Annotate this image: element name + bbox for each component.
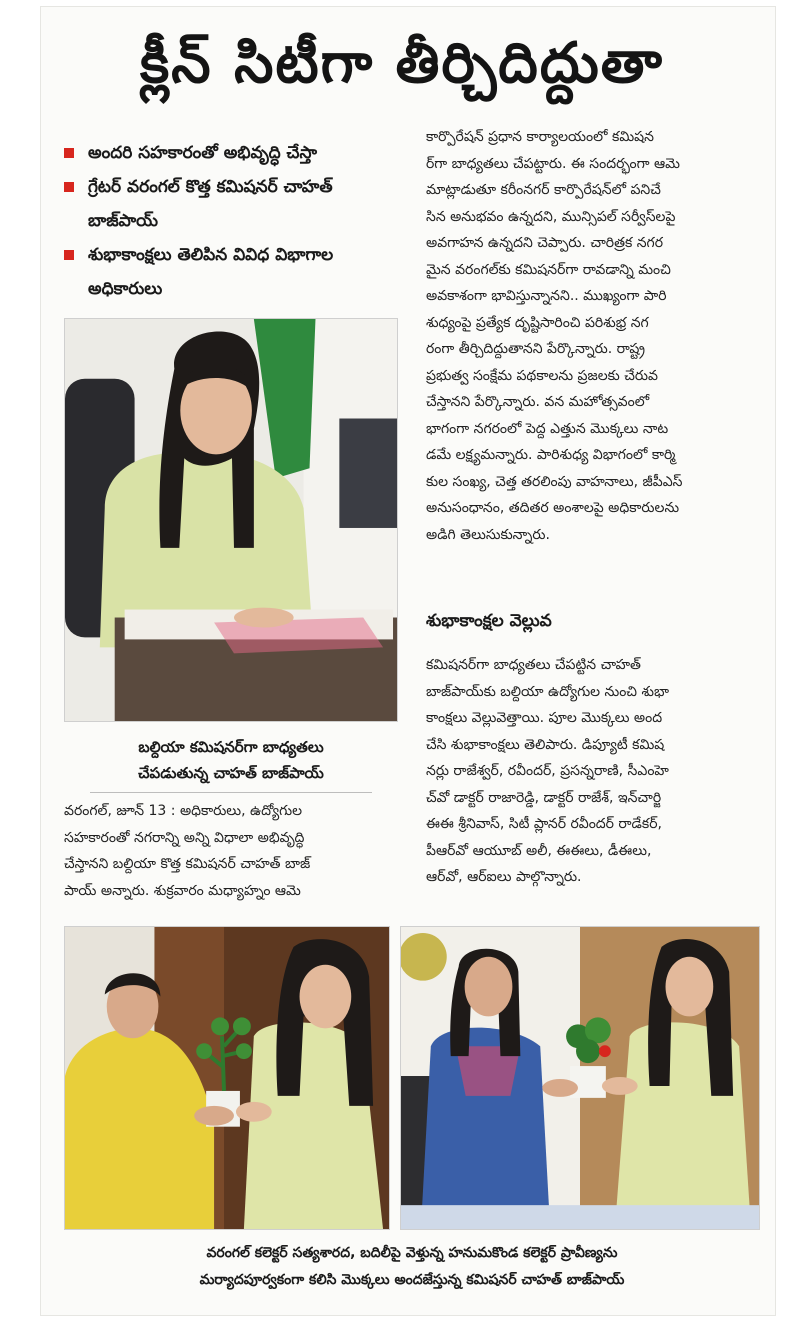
bullet-square-icon (64, 250, 74, 260)
highlight-item: గ్రేటర్ వరంగల్ కొత్త కమిషనర్ చాహత్ బాజ్‌పాయ్ (62, 170, 402, 238)
section-subheading: శుభాకాంక్షల వెల్లువ (426, 611, 552, 631)
article-body-right: కార్పొరేషన్ ప్రధాన కార్యాలయంలో కమిషన ర్‌గా బాధ్యతలు చేపట్టారు. ఈ సందర్భంగా ఆమె మాట్లాడుతూ కరీంనగర్ కార్పొరేషన్‌లో పనిచే సిన అనుభవం ఉన్నదని, మున్సిపల్ సర్వీస్‌లపై అవగాహన ఉన్నదని చెప్పారు. చారిత్రక నగర మైన వరంగల్‌కు కమిషనర్‌గా రావడాన్ని మంచి అవకాశంగా భావిస్తున్నానని.. ముఖ్యంగా పారి శుధ్యంపై ప్రత్యేక దృష్టిసారించి పరిశుభ్ర నగ రంగా తీర్చిదిద్దుతానని పేర్కొన్నారు. రాష్ట్ర ప్రభుత్వ సంక్షేమ పథకాలను ప్రజలకు చేరువ చేస్తానని పేర్కొన్నారు. వన మహోత్సవంలో భాగంగా నగరంలో పెద్ద ఎత్తున మొక్కలు నాట డమే లక్ష్యమన్నారు. పారిశుధ్య విభాగంలో కార్మి కుల సంఖ్య, చెత్త తరలింపు వాహనాలు, జీపీఎస్ అనుసంధానం, తదితర అంశాలపై అధికారులను అడిగి తెలుసుకున్నారు. (426, 129, 683, 543)
bottom-photos-caption: వరంగల్ కలెక్టర్ సత్యశారద, బదిలీపై వెళ్తున్న హనుమకొండ కలెక్టర్ ప్రావీణ్యను మర్యాదపూర్వకంగా కలిసి మొక్కలు అందజేస్తున్న కమిషనర్ చాహత్ బాజ్‌పాయ్ (199, 1245, 625, 1288)
bullet-square-icon (64, 148, 74, 158)
highlight-item: శుభాకాంక్షలు తెలిపిన వివిధ విభాగాల అధికారులు (62, 238, 402, 306)
article-body-right-continued: కమిషనర్‌గా బాధ్యతలు చేపట్టిన చాహత్ బాజ్‌పాయ్‌కు బల్దియా ఉద్యోగుల నుంచి శుభా కాంక్షలు వెల్లువెత్తాయి. పూల మొక్కలు అంద చేసి శుభాకాంక్షలు తెలిపారు. డిప్యూటీ కమిష నర్లు రాజేశ్వర్, రవీందర్, ప్రసన్నరాణి, సీఎంహె చ్‌వో డాక్టర్ రాజారెడ్డి, డాక్టర్ రాజేశ్, ఇన్‌చార్జి ఈఈ శ్రీనివాస్, సిటీ ప్లానర్ రవీందర్ రాడేకర్, పీఆర్‌వో ఆయూబ్ అలీ, ఈఈలు, డీఈలు, ఆర్‌వో, ఆర్‌ఐలు పాల్గొన్నారు. (426, 657, 670, 885)
plant-gift-photo-right (400, 926, 760, 1230)
plant-gift-photo-left (64, 926, 390, 1230)
headline: క్లీన్ సిటీగా తీర్చిదిద్దుతా (140, 31, 664, 96)
highlight-item: అందరి సహకారంతో అభివృద్ధి చేస్తా (62, 136, 402, 170)
desk-photo-caption: బల్దియా కమిషనర్‌గా బాధ్యతలు చేపడుతున్న చాహత్ బాజ్‌పాయ్ (138, 738, 324, 782)
bullet-square-icon (64, 182, 74, 192)
commissioner-desk-photo (64, 318, 398, 722)
caption-divider (90, 792, 372, 793)
highlights-list (62, 136, 402, 306)
article-body-left: వరంగల్, జూన్ 13 : అధికారులు, ఉద్యోగుల సహకారంతో నగరాన్ని అన్ని విధాలా అభివృద్ధి చేస్తానని బల్దియా కొత్త కమిషనర్ చాహత్ బాజ్ పాయ్ అన్నారు. శుక్రవారం మధ్యాహ్నం ఆమె (64, 803, 311, 899)
